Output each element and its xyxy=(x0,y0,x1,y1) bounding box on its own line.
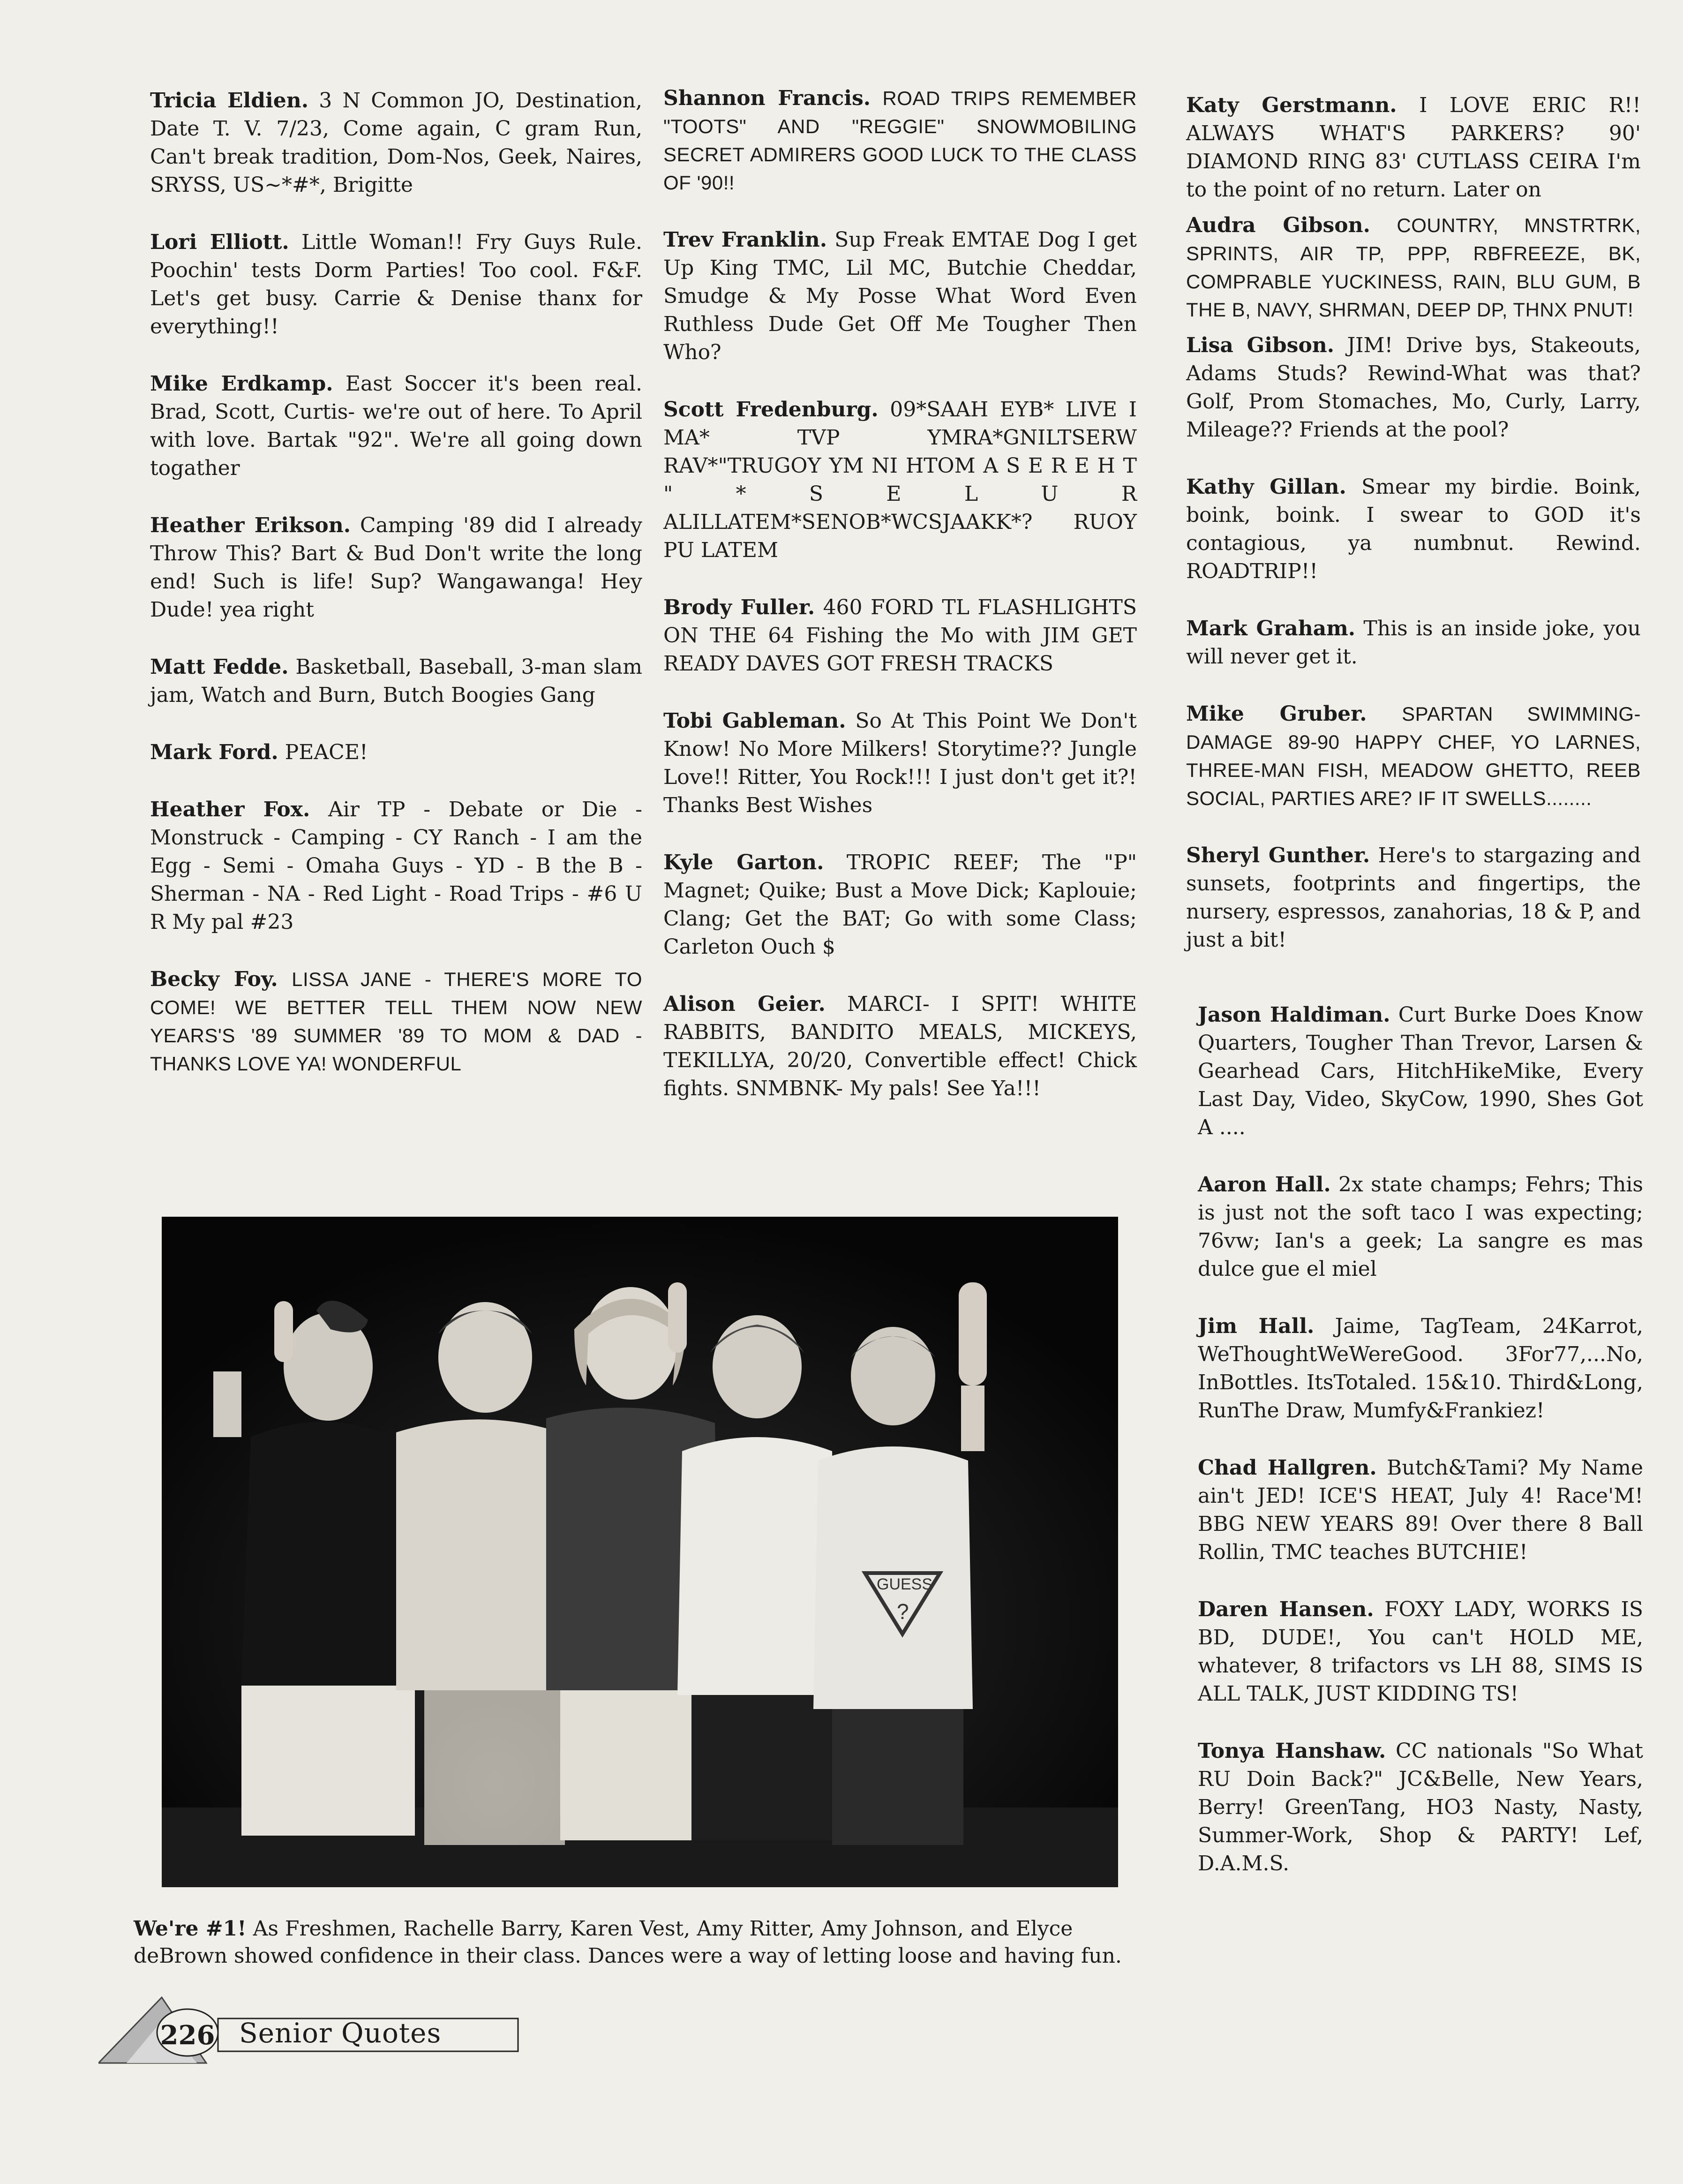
quote-text: SPARTAN SWIMMING-DAMAGE 89-90 HAPPY CHEF, YO LARNES, THREE-MAN FISH, MEADOW GHETTO, REEB SOCIAL, PARTIES ARE? IF IT SWELLS........ xyxy=(1186,703,1641,809)
quote-text: So At This Point We Don't Know! No More Milkers! Storytime?? Jungle Love!! Ritter, You Rock!!! I just don't get it?! Thanks Best Wishes xyxy=(663,709,1137,817)
senior-quote-entry xyxy=(1198,1171,1643,1283)
quote-text: Sup Freak EMTAE Dog I get Up King TMC, Lil MC, Butchie Cheddar, Smudge & My Posse What Word Even Ruthless Dude Get Off Me Tougher Then Who? xyxy=(663,228,1137,364)
quote-text: ROAD TRIPS REMEMBER "TOOTS" AND "REGGIE" SNOWMOBILING SECRET ADMIRERS GOOD LUCK TO THE CLASS OF '90!! xyxy=(663,87,1137,194)
student-name: Shannon Francis. xyxy=(663,86,871,110)
quote-text: This is an inside joke, you will never get it. xyxy=(1186,617,1641,669)
quote-text: East Soccer it's been real. Brad, Scott, Curtis- we're out of here. To April with love. Bartak "92". We're all going down togather xyxy=(150,372,642,480)
student-name: Katy Gerstmann. xyxy=(1186,93,1397,117)
student-name: Lisa Gibson. xyxy=(1186,333,1335,357)
senior-quote-entry xyxy=(150,87,642,199)
senior-quote-entry xyxy=(663,849,1137,961)
senior-quote-entry xyxy=(1198,1001,1643,1142)
student-name: Kyle Garton. xyxy=(663,851,824,874)
page-number: 226 xyxy=(160,2020,215,2051)
group-photo xyxy=(162,1217,1118,1887)
quotes-column-3 xyxy=(1186,91,1641,983)
student-name: Daren Hansen. xyxy=(1198,1597,1374,1621)
senior-quote-entry xyxy=(1186,473,1641,586)
quote-text: JIM! Drive bys, Stakeouts, Adams Studs? Rewind-What was that? Golf, Prom Stomaches, Mo, Curly, Larry, Mileage?? Friends at the pool? xyxy=(1186,333,1641,442)
senior-quote-entry xyxy=(1186,615,1641,671)
student-name: Tonya Hanshaw. xyxy=(1198,1739,1386,1763)
page-footer xyxy=(98,1983,530,2077)
student-name: Jim Hall. xyxy=(1198,1314,1315,1338)
quote-text: 09*SAAH EYB* LIVE I MA* TVP YMRA*GNILTSERW RAV*"TRUGOY YM NI HTOM A S E R E H T " * S E L U R ALILLATEM*SENOB*WCSJAAKK*? RUOY PU LATEM xyxy=(663,398,1137,562)
senior-quote-entry xyxy=(1186,91,1641,204)
quote-text: CC nationals "So What RU Doin Back?" JC&Belle, New Years, Berry! GreenTang, HO3 Nasty, Nasty, Summer-Work, Shop & PARTY! Lef, D.A.M.S. xyxy=(1198,1739,1643,1875)
quote-text: PEACE! xyxy=(285,740,368,764)
photo-caption xyxy=(134,1915,1127,1970)
senior-quote-entry xyxy=(1186,700,1641,813)
quotes-column-2 xyxy=(663,84,1137,1132)
senior-quote-entry xyxy=(663,990,1137,1103)
senior-quote-entry xyxy=(663,396,1137,565)
caption-lead: We're #1! xyxy=(134,1917,247,1941)
student-name: Mike Gruber. xyxy=(1186,702,1367,726)
photo-image xyxy=(162,1217,1118,1887)
quote-text: 3 N Common JO, Destination, Date T. V. 7/23, Come again, C gram Run, Can't break tradition, Dom-Nos, Geek, Naires, SRYSS, US~*#*, Brigitte xyxy=(150,89,642,197)
student-name: Brody Fuller. xyxy=(663,595,815,619)
senior-quote-entry xyxy=(1198,1596,1643,1708)
senior-quote-entry xyxy=(150,228,642,341)
student-name: Alison Geier. xyxy=(663,992,826,1016)
student-name: Becky Foy. xyxy=(150,967,278,991)
student-name: Mark Graham. xyxy=(1186,617,1356,640)
senior-quote-entry xyxy=(1186,211,1641,324)
quote-text: Curt Burke Does Know Quarters, Tougher Than Trevor, Larsen & Gearhead Cars, HitchHikeMike, Every Last Day, Video, SkyCow, 1990, Shes Got A .... xyxy=(1198,1003,1643,1139)
senior-quote-entry xyxy=(663,707,1137,820)
senior-quote-entry xyxy=(150,965,642,1078)
section-title: Senior Quotes xyxy=(239,2017,442,2049)
student-name: Tobi Gableman. xyxy=(663,709,846,733)
senior-quote-entry xyxy=(663,84,1137,197)
quotes-column-3-lower xyxy=(1198,1001,1643,1907)
senior-quote-entry xyxy=(150,796,642,936)
shirt-text: GUESS xyxy=(877,1575,933,1593)
student-name: Mark Ford. xyxy=(150,740,278,764)
senior-quote-entry xyxy=(1198,1737,1643,1878)
quote-text: COUNTRY, MNSTRTRK, SPRINTS, AIR TP, PPP, RBFREEZE, BK, COMPRABLE YUCKINESS, RAIN, BLU GUM, B THE B, NAVY, SHRMAN, DEEP DP, THNX PNUT! xyxy=(1186,214,1641,321)
student-name: Jason Haldiman. xyxy=(1198,1003,1390,1027)
student-name: Mike Erdkamp. xyxy=(150,372,333,396)
senior-quote-entry xyxy=(1198,1454,1643,1566)
student-name: Heather Erikson. xyxy=(150,513,351,537)
student-name: Trev Franklin. xyxy=(663,228,827,252)
quote-text: Butch&Tami? My Name ain't JED! ICE'S HEAT, July 4! Race'M! BBG NEW YEARS 89! Over there 8 Ball Rollin, TMC teaches BUTCHIE! xyxy=(1198,1456,1643,1564)
student-name: Lori Elliott. xyxy=(150,230,289,254)
quote-text: I LOVE ERIC R!! ALWAYS WHAT'S PARKERS? 90' DIAMOND RING 83' CUTLASS CEIRA I'm to the point of no return. Later on xyxy=(1186,93,1641,202)
senior-quote-entry xyxy=(663,226,1137,367)
quote-text: Basketball, Baseball, 3-man slam jam, Watch and Burn, Butch Boogies Gang xyxy=(150,655,642,707)
student-name: Tricia Eldien. xyxy=(150,89,309,113)
senior-quote-entry xyxy=(1198,1312,1643,1425)
caption-text: As Freshmen, Rachelle Barry, Karen Vest, Amy Ritter, Amy Johnson, and Elyce deBrown showed confidence in their class. Dances were a way of letting loose and having fun. xyxy=(134,1917,1122,1968)
quote-text: 2x state champs; Fehrs; This is just not the soft taco I was expecting; 76vw; Ian's a geek; La sangre es mas dulce gue el miel xyxy=(1198,1173,1643,1281)
senior-quote-entry xyxy=(150,512,642,624)
quote-text: Smear my birdie. Boink, boink, boink. I swear to GOD it's contagious, ya numbnut. Rewind. ROADTRIP!! xyxy=(1186,475,1641,583)
student-name: Matt Fedde. xyxy=(150,655,289,679)
quote-text: Camping '89 did I already Throw This? Bart & Bud Don't write the long end! Such is life! Sup? Wangawanga! Hey Dude! yea right xyxy=(150,513,642,622)
quotes-column-1 xyxy=(150,87,642,1107)
student-name: Chad Hallgren. xyxy=(1198,1456,1377,1480)
shirt-mark: ? xyxy=(897,1599,909,1624)
quote-text: Here's to stargazing and sunsets, footprints and fingertips, the nursery, espressos, zanahorias, 18 & P, and just a bit! xyxy=(1186,843,1641,952)
quote-text: Jaime, TagTeam, 24Karrot, WeThoughtWeWereGood. 3For77,...No, InBottles. ItsTotaled. 15&10. Third&Long, RunThe Draw, Mumfy&Frankiez! xyxy=(1198,1314,1643,1423)
student-name: Heather Fox. xyxy=(150,798,310,821)
senior-quote-entry xyxy=(150,738,642,767)
senior-quote-entry xyxy=(1186,331,1641,444)
senior-quote-entry xyxy=(1186,842,1641,954)
student-name: Aaron Hall. xyxy=(1198,1173,1331,1197)
quote-text: TROPIC REEF; The "P" Magnet; Quike; Bust a Move Dick; Kaplouie; Clang; Get the BAT; Go with some Class; Carleton Ouch $ xyxy=(663,851,1137,959)
quote-text: Air TP - Debate or Die - Monstruck - Camping - CY Ranch - I am the Egg - Semi - Omaha Guys - YD - B the B - Sherman - NA - Red Light - Road Trips - #6 U R My pal #23 xyxy=(150,798,642,934)
quote-text: Little Woman!! Fry Guys Rule. Poochin' tests Dorm Parties! Too cool. F&F. Let's get busy. Carrie & Denise thanx for everything!! xyxy=(150,230,642,339)
senior-quote-entry xyxy=(150,653,642,709)
quote-text: 460 FORD TL FLASHLIGHTS ON THE 64 Fishing the Mo with JIM GET READY DAVES GOT FRESH TRACKS xyxy=(663,595,1137,676)
student-name: Audra Gibson. xyxy=(1186,213,1370,237)
quote-text: LISSA JANE - THERE'S MORE TO COME! WE BETTER TELL THEM NOW NEW YEARS'S '89 SUMMER '89 TO MOM & DAD - THANKS LOVE YA! WONDERFUL xyxy=(150,968,642,1075)
student-name: Scott Fredenburg. xyxy=(663,398,879,422)
senior-quote-entry xyxy=(663,594,1137,678)
student-name: Kathy Gillan. xyxy=(1186,475,1346,499)
student-name: Sheryl Gunther. xyxy=(1186,843,1370,867)
senior-quote-entry xyxy=(150,370,642,482)
quote-text: MARCI- I SPIT! WHITE RABBITS, BANDITO MEALS, MICKEYS, TEKILLYA, 20/20, Convertible effect! Chick fights. SNMBNK- My pals! See Ya!!! xyxy=(663,992,1137,1100)
quote-text: FOXY LADY, WORKS IS BD, DUDE!, You can't HOLD ME, whatever, 8 trifactors vs LH 88, SIMS IS ALL TALK, JUST KIDDING TS! xyxy=(1198,1597,1643,1706)
